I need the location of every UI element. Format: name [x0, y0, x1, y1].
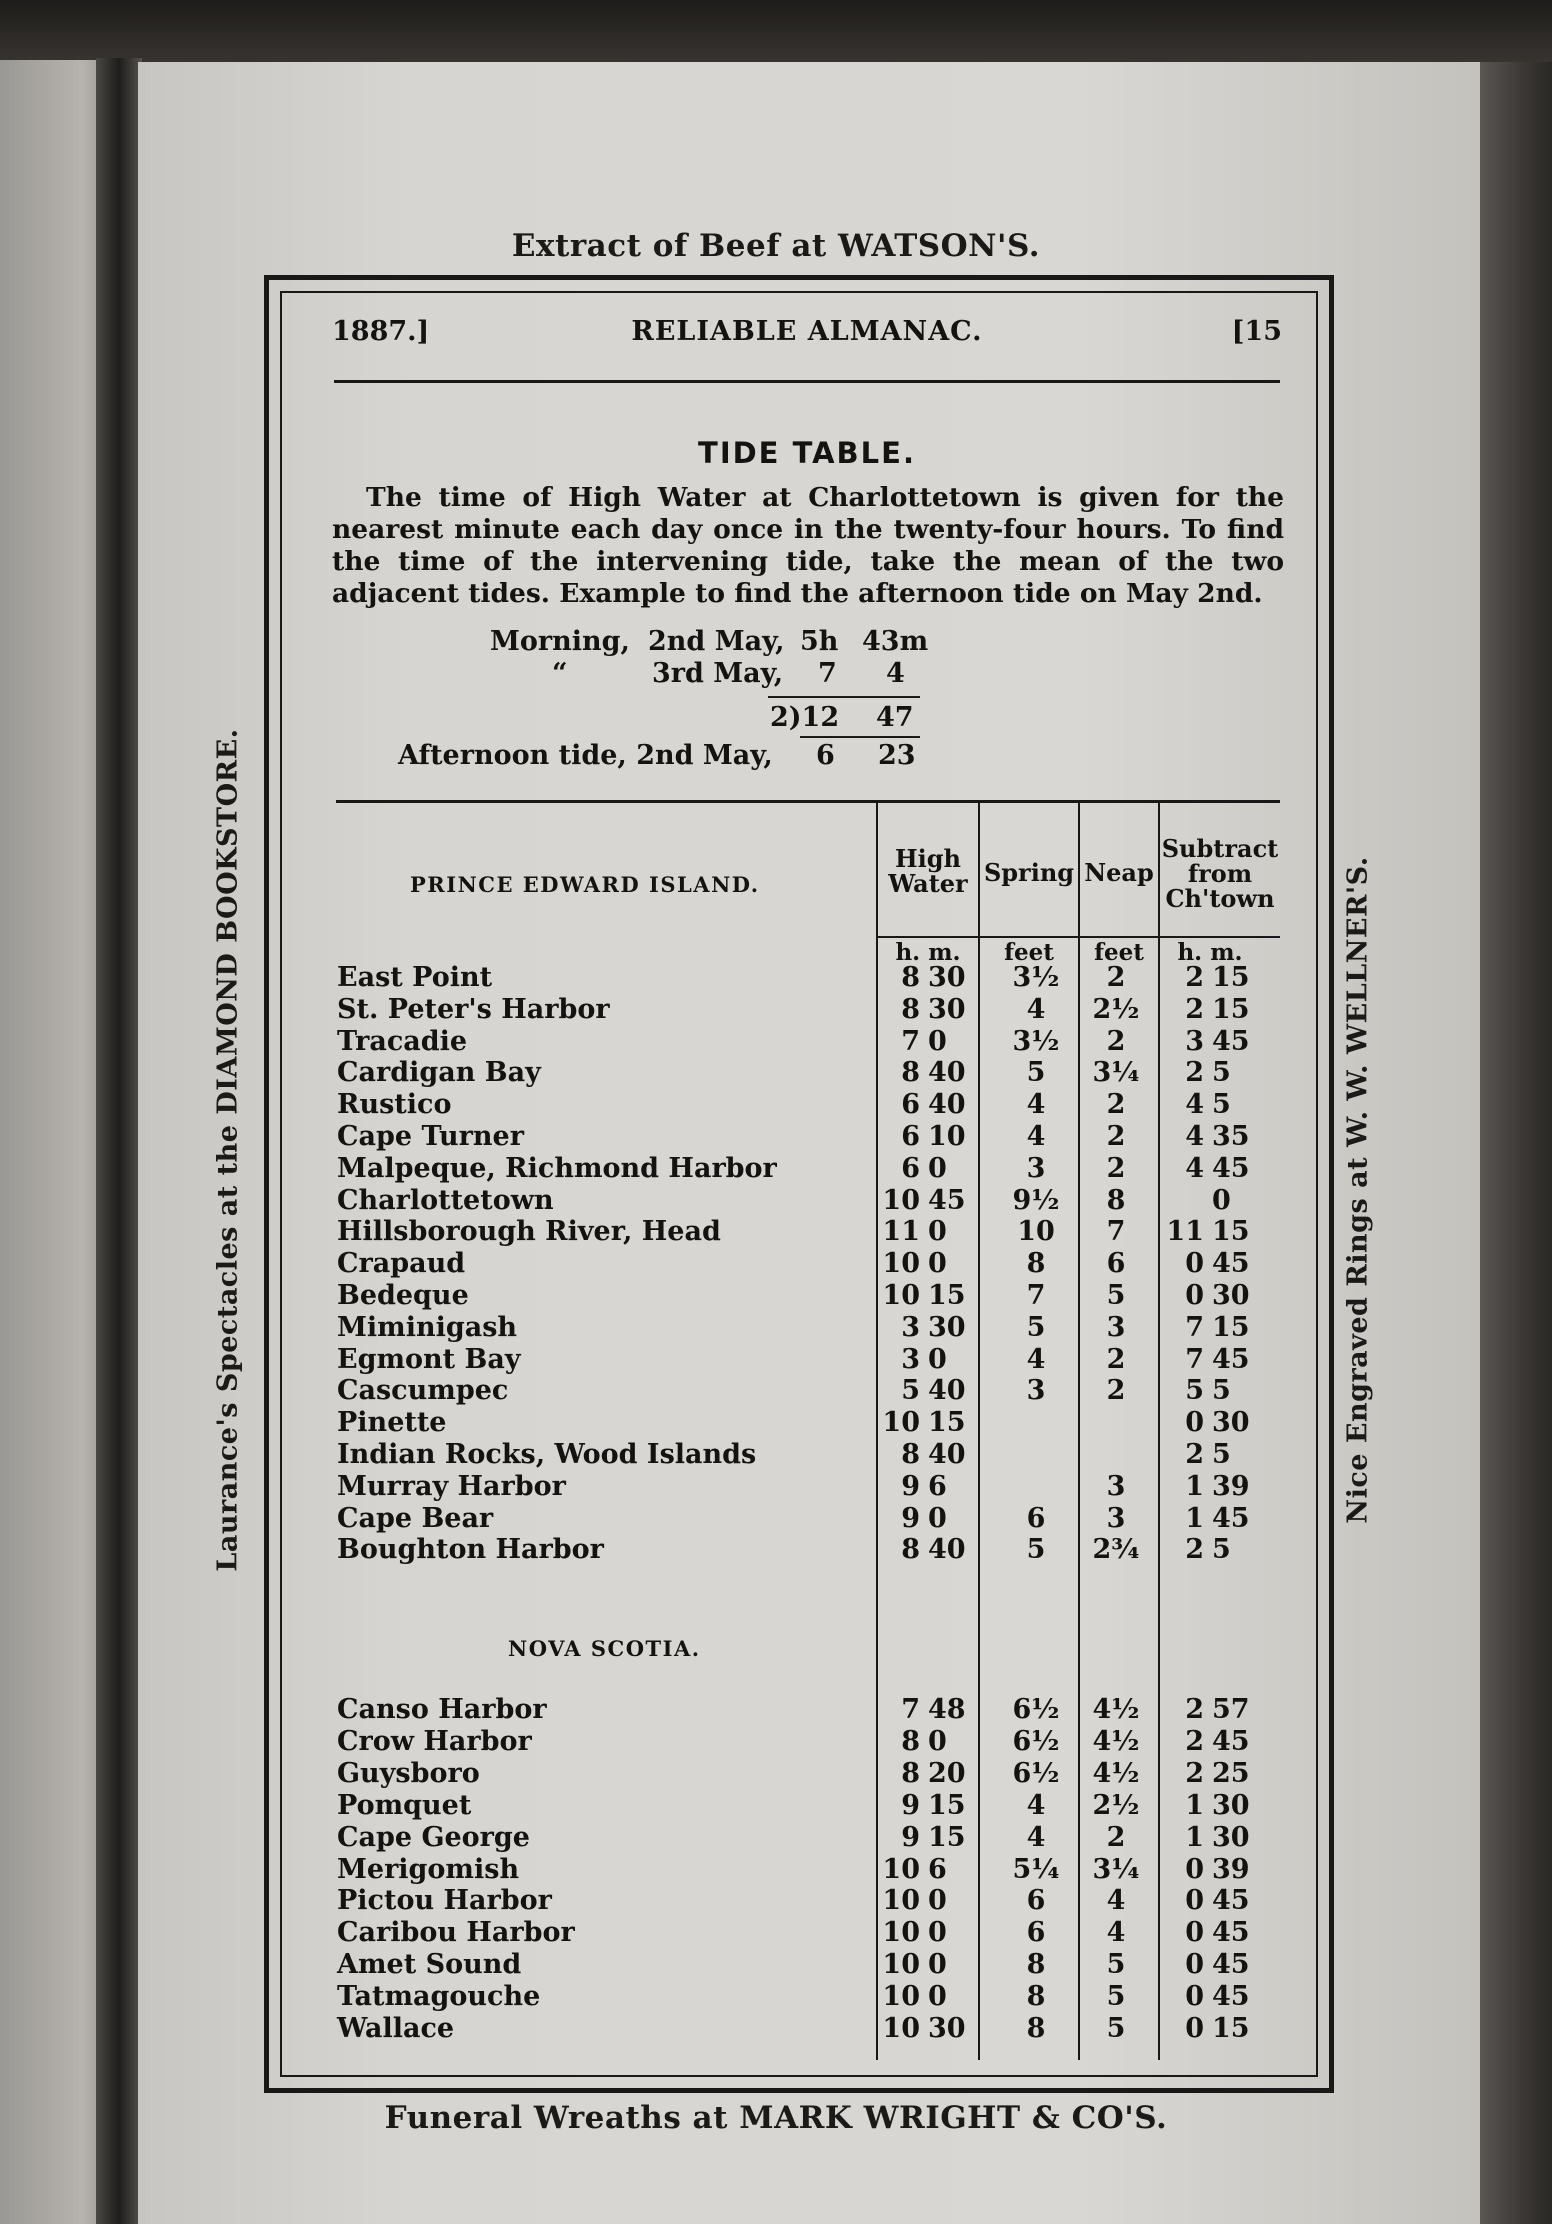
- high-water-hour: 5: [901, 1375, 920, 1407]
- subtract-minute: 15: [1212, 1311, 1250, 1343]
- example-morning-date: 2nd May,: [648, 626, 785, 657]
- high-water-hour: 8: [901, 1439, 920, 1470]
- table-row: [0, 1375, 1552, 1407]
- subtract-hour: 2: [1185, 1694, 1204, 1725]
- subtract-minute: 45: [1212, 1343, 1250, 1375]
- spring-feet: 6: [1026, 1885, 1046, 1917]
- place-name: Crapaud: [337, 1248, 466, 1280]
- neap-feet: 3: [1106, 1470, 1126, 1502]
- high-water-hour: 10: [882, 1949, 920, 1981]
- example-sum-line: [768, 696, 920, 698]
- table-row: [0, 1312, 1552, 1344]
- high-water-minute: 15: [928, 1280, 966, 1311]
- neap-feet: 2½: [1092, 1789, 1140, 1821]
- subtract-hour: 2: [1185, 962, 1204, 993]
- neap-feet: 8: [1106, 1184, 1126, 1216]
- spring-feet: 6½: [1012, 1757, 1060, 1789]
- neap-feet: 5: [1106, 2013, 1126, 2044]
- place-name: Miminigash: [337, 1311, 518, 1343]
- place-name: Amet Sound: [337, 1949, 522, 1981]
- example-morning-m: 43m: [862, 626, 929, 657]
- place-name: Cardigan Bay: [337, 1057, 541, 1089]
- spring-feet: 8: [1026, 2013, 1046, 2044]
- spring-feet: 5¼: [1012, 1853, 1060, 1885]
- high-water-hour: 6: [901, 1152, 920, 1184]
- high-water-minute: 48: [928, 1694, 966, 1725]
- subtract-hour: 0: [1185, 1981, 1204, 2013]
- subtract-minute: 25: [1212, 1757, 1250, 1789]
- subtract-hour: 0: [1185, 1885, 1204, 1917]
- subtract-minute: 30: [1212, 1789, 1250, 1821]
- high-water-hour: 3: [901, 1311, 920, 1343]
- table-row: [0, 1057, 1552, 1089]
- table-row: [0, 1153, 1552, 1185]
- subtract-minute: 35: [1212, 1121, 1250, 1152]
- place-name: Cape Bear: [337, 1502, 494, 1534]
- section-title-nova-scotia: NOVA SCOTIA.: [508, 1636, 701, 1661]
- table-row: [0, 1790, 1552, 1822]
- high-water-minute: 0: [928, 1248, 947, 1280]
- table-row: [0, 1185, 1552, 1217]
- high-water-minute: 30: [928, 1311, 966, 1343]
- high-water-hour: 7: [901, 1025, 920, 1057]
- neap-feet: 2: [1106, 1025, 1126, 1057]
- spring-feet: 6: [1026, 1502, 1046, 1534]
- neap-feet: 3: [1106, 1311, 1126, 1343]
- place-name: Hillsborough River, Head: [337, 1216, 721, 1248]
- spring-feet: 8: [1026, 1248, 1046, 1280]
- high-water-minute: 30: [928, 993, 966, 1025]
- subtract-minute: 5: [1212, 1534, 1231, 1566]
- high-water-minute: 0: [928, 1343, 947, 1375]
- neap-feet: 7: [1106, 1216, 1126, 1248]
- example-next-date: 3rd May,: [652, 658, 784, 689]
- high-water-hour: 6: [901, 1089, 920, 1121]
- subtract-hour: 4: [1185, 1152, 1204, 1184]
- table-row: [0, 1503, 1552, 1535]
- table-row: [0, 962, 1552, 994]
- example-morning-h: 5h: [800, 626, 839, 657]
- subtract-minute: 45: [1212, 1502, 1250, 1534]
- subtract-hour: 1: [1185, 1821, 1204, 1853]
- spring-feet: 4: [1026, 1089, 1046, 1121]
- spring-feet: 4: [1026, 1789, 1046, 1821]
- place-name: Canso Harbor: [337, 1694, 547, 1725]
- table-row: [0, 1822, 1552, 1854]
- subtract-minute: 45: [1212, 1152, 1250, 1184]
- neap-feet: 2: [1106, 1152, 1126, 1184]
- neap-feet: 5: [1106, 1981, 1126, 2013]
- subtract-minute: 45: [1212, 1917, 1250, 1949]
- high-water-hour: 8: [901, 1725, 920, 1757]
- high-water-hour: 10: [882, 1407, 920, 1439]
- spring-feet: 6: [1026, 1917, 1046, 1949]
- neap-feet: 2: [1106, 962, 1126, 993]
- neap-feet: 3: [1106, 1502, 1126, 1534]
- neap-feet: 2: [1106, 1375, 1126, 1407]
- neap-feet: 5: [1106, 1949, 1126, 1981]
- subtract-hour: 4: [1185, 1089, 1204, 1121]
- subtract-minute: 5: [1212, 1057, 1231, 1089]
- spring-feet: 5: [1026, 1311, 1046, 1343]
- place-name: Rustico: [337, 1089, 452, 1121]
- place-name: Crow Harbor: [337, 1725, 532, 1757]
- high-water-minute: 40: [928, 1089, 966, 1121]
- spring-feet: 4: [1026, 993, 1046, 1025]
- subtract-hour: 1: [1185, 1502, 1204, 1534]
- subtract-minute: 30: [1212, 1821, 1250, 1853]
- example-afternoon-m: 23: [878, 740, 916, 771]
- high-water-hour: 9: [901, 1789, 920, 1821]
- example-ditto: “: [552, 658, 568, 689]
- table-row: [0, 1248, 1552, 1280]
- high-water-hour: 8: [901, 1534, 920, 1566]
- subtract-minute: 5: [1212, 1089, 1231, 1121]
- neap-feet: 2: [1106, 1089, 1126, 1121]
- example-afternoon-label: Afternoon tide, 2nd May,: [398, 740, 773, 771]
- example-result-line: [800, 736, 920, 738]
- col-header-spring: Spring: [983, 858, 1075, 887]
- subtract-minute: 57: [1212, 1694, 1250, 1725]
- ad-bottom: Funeral Wreaths at MARK WRIGHT & CO'S.: [384, 2100, 1168, 2136]
- high-water-hour: 8: [901, 1057, 920, 1089]
- high-water-minute: 0: [928, 1152, 947, 1184]
- place-name: Tracadie: [337, 1025, 468, 1057]
- place-name: Guysboro: [337, 1757, 480, 1789]
- neap-feet: 2¾: [1092, 1534, 1140, 1566]
- page-number: [15: [1231, 316, 1282, 347]
- example-divisor: 2)12: [770, 702, 840, 733]
- table-row: [0, 1917, 1552, 1949]
- table-row: [0, 1694, 1552, 1726]
- subtract-hour: 0: [1185, 1280, 1204, 1311]
- high-water-hour: 7: [901, 1694, 920, 1725]
- ad-top: Extract of Beef at WATSON'S.: [511, 228, 1041, 264]
- spring-feet: 3: [1026, 1375, 1046, 1407]
- neap-feet: 4½: [1092, 1694, 1140, 1725]
- high-water-minute: 10: [928, 1121, 966, 1152]
- high-water-minute: 15: [928, 1407, 966, 1439]
- ad-left: Laurance's Spectacles at the DIAMOND BOOKSTORE.: [212, 728, 244, 1572]
- spring-feet: 4: [1026, 1343, 1046, 1375]
- section-title-pei: PRINCE EDWARD ISLAND.: [410, 872, 760, 897]
- high-water-minute: 40: [928, 1057, 966, 1089]
- place-name: Boughton Harbor: [337, 1534, 604, 1566]
- col-header-high-water: High Water: [888, 844, 968, 898]
- subtract-hour: 0: [1185, 1853, 1204, 1885]
- high-water-hour: 9: [901, 1502, 920, 1534]
- subtract-hour: 0: [1185, 1917, 1204, 1949]
- neap-feet: 4: [1106, 1885, 1126, 1917]
- spring-feet: 7: [1026, 1280, 1046, 1311]
- subtract-hour: 3: [1185, 1025, 1204, 1057]
- subtract-minute: 15: [1212, 993, 1250, 1025]
- place-name: Charlottetown: [337, 1184, 554, 1216]
- spring-feet: 5: [1026, 1057, 1046, 1089]
- subtract-minute: 15: [1212, 1216, 1250, 1248]
- table-row: [0, 1121, 1552, 1153]
- place-name: East Point: [337, 962, 493, 993]
- high-water-hour: 8: [901, 1757, 920, 1789]
- spring-feet: 3½: [1012, 1025, 1060, 1057]
- high-water-hour: 10: [882, 1853, 920, 1885]
- high-water-minute: 6: [928, 1853, 947, 1885]
- high-water-minute: 40: [928, 1534, 966, 1566]
- place-name: Bedeque: [337, 1280, 469, 1311]
- high-water-minute: 0: [928, 1917, 947, 1949]
- high-water-minute: 0: [928, 1216, 947, 1248]
- subtract-hour: 2: [1185, 1057, 1204, 1089]
- subtract-minute: 45: [1212, 1885, 1250, 1917]
- table-row: [0, 1949, 1552, 1981]
- subtract-minute: 5: [1212, 1439, 1231, 1470]
- spring-feet: 8: [1026, 1981, 1046, 2013]
- high-water-hour: 3: [901, 1343, 920, 1375]
- example-morning-label: Morning,: [490, 626, 630, 657]
- high-water-hour: 9: [901, 1821, 920, 1853]
- table-row: [0, 994, 1552, 1026]
- high-water-hour: 10: [882, 1981, 920, 2013]
- neap-feet: 2½: [1092, 993, 1140, 1025]
- subtract-hour: 2: [1185, 1439, 1204, 1470]
- table-row: [0, 2013, 1552, 2045]
- table-row: [0, 1981, 1552, 2013]
- table-row: [0, 1216, 1552, 1248]
- neap-feet: 4½: [1092, 1757, 1140, 1789]
- place-name: Murray Harbor: [337, 1470, 566, 1502]
- high-water-minute: 0: [928, 1949, 947, 1981]
- place-name: Cape Turner: [337, 1121, 524, 1152]
- high-water-minute: 0: [928, 1502, 947, 1534]
- high-water-hour: 8: [901, 962, 920, 993]
- spring-feet: 6½: [1012, 1725, 1060, 1757]
- neap-feet: 2: [1106, 1343, 1126, 1375]
- background-top: [0, 0, 1552, 70]
- subtract-hour: 7: [1185, 1311, 1204, 1343]
- subtract-minute: 30: [1212, 1280, 1250, 1311]
- subtract-minute: 45: [1212, 1025, 1250, 1057]
- table-row: [0, 1344, 1552, 1376]
- subtract-hour: 5: [1185, 1375, 1204, 1407]
- place-name: Egmont Bay: [337, 1343, 521, 1375]
- high-water-minute: 30: [928, 2013, 966, 2044]
- high-water-hour: 9: [901, 1470, 920, 1502]
- high-water-hour: 6: [901, 1121, 920, 1152]
- subtract-hour: 1: [1185, 1789, 1204, 1821]
- place-name: Pictou Harbor: [337, 1885, 552, 1917]
- subtract-hour: 0: [1185, 1949, 1204, 1981]
- subtract-minute: 39: [1212, 1853, 1250, 1885]
- high-water-minute: 20: [928, 1757, 966, 1789]
- subtract-minute: 15: [1212, 962, 1250, 993]
- table-row: [0, 1407, 1552, 1439]
- subtract-minute: 5: [1212, 1375, 1231, 1407]
- table-row: [0, 1534, 1552, 1566]
- spring-feet: 5: [1026, 1534, 1046, 1566]
- neap-feet: 4: [1106, 1917, 1126, 1949]
- example-afternoon-h: 6: [816, 740, 835, 771]
- ad-right: Nice Engraved Rings at W. W. WELLNER'S.: [1342, 856, 1374, 1524]
- high-water-minute: 0: [928, 1981, 947, 2013]
- subtract-minute: 15: [1212, 2013, 1250, 2044]
- spring-feet: 6½: [1012, 1694, 1060, 1725]
- place-name: Caribou Harbor: [337, 1917, 575, 1949]
- subtract-hour: 0: [1185, 1407, 1204, 1439]
- subtract-hour: 0: [1185, 2013, 1204, 2044]
- subtract-hour: 11: [1166, 1216, 1204, 1248]
- subtract-hour: 2: [1185, 993, 1204, 1025]
- high-water-hour: 10: [882, 1885, 920, 1917]
- col-header-neap: Neap: [1084, 858, 1154, 887]
- subtract-minute: 0: [1212, 1184, 1231, 1216]
- place-name: St. Peter's Harbor: [337, 993, 610, 1025]
- place-name: Malpeque, Richmond Harbor: [337, 1152, 777, 1184]
- high-water-hour: 10: [882, 1917, 920, 1949]
- high-water-hour: 10: [882, 1248, 920, 1280]
- neap-feet: 5: [1106, 1280, 1126, 1311]
- example-sum-m: 47: [876, 702, 914, 733]
- place-name: Merigomish: [337, 1853, 520, 1885]
- high-water-minute: 0: [928, 1725, 947, 1757]
- spring-feet: 10: [1017, 1216, 1055, 1248]
- table-row: [0, 1026, 1552, 1058]
- subtract-minute: 30: [1212, 1407, 1250, 1439]
- neap-feet: 6: [1106, 1248, 1126, 1280]
- table-row: [0, 1854, 1552, 1886]
- subtract-minute: 45: [1212, 1725, 1250, 1757]
- place-name: Cape George: [337, 1821, 530, 1853]
- table-row: [0, 1280, 1552, 1312]
- intro-paragraph: The time of High Water at Charlottetown is given for the nearest minute each day once in the twenty-four hours. To find the time of the intervening tide, take the mean of the two adjacent tides. Example to find the afternoon tide on May 2nd.: [332, 482, 1284, 609]
- unit-hw: h. m.: [895, 939, 961, 966]
- tide-table-title: TIDE TABLE.: [698, 436, 916, 470]
- unit-neap: feet: [1094, 939, 1144, 966]
- unit-sub: h. m.: [1177, 939, 1243, 966]
- table-row: [0, 1439, 1552, 1471]
- place-name: Wallace: [337, 2013, 455, 2044]
- high-water-minute: 0: [928, 1025, 947, 1057]
- header-title: RELIABLE ALMANAC.: [631, 316, 983, 347]
- subtract-minute: 39: [1212, 1470, 1250, 1502]
- neap-feet: 3¼: [1092, 1853, 1140, 1885]
- subtract-hour: 7: [1185, 1343, 1204, 1375]
- table-row: [0, 1726, 1552, 1758]
- subtract-minute: 45: [1212, 1248, 1250, 1280]
- col-header-subtract: Subtract from Ch'town: [1161, 834, 1279, 913]
- high-water-minute: 6: [928, 1470, 947, 1502]
- neap-feet: 3¼: [1092, 1057, 1140, 1089]
- example-next-m: 4: [886, 658, 905, 689]
- high-water-hour: 10: [882, 1184, 920, 1216]
- place-name: Tatmagouche: [337, 1981, 541, 2013]
- high-water-hour: 11: [882, 1216, 920, 1248]
- subtract-hour: 2: [1185, 1757, 1204, 1789]
- high-water-minute: 0: [928, 1885, 947, 1917]
- header-rule: [334, 380, 1280, 383]
- neap-feet: 2: [1106, 1821, 1126, 1853]
- high-water-minute: 30: [928, 962, 966, 993]
- header-bottom-rule: [876, 936, 1280, 938]
- high-water-minute: 15: [928, 1789, 966, 1821]
- subtract-minute: 45: [1212, 1949, 1250, 1981]
- subtract-hour: 1: [1185, 1470, 1204, 1502]
- place-name: Indian Rocks, Wood Islands: [337, 1439, 757, 1470]
- table-row: [0, 1885, 1552, 1917]
- subtract-minute: 45: [1212, 1981, 1250, 2013]
- high-water-minute: 15: [928, 1821, 966, 1853]
- neap-feet: 2: [1106, 1121, 1126, 1152]
- running-header: [332, 316, 1282, 360]
- neap-feet: 4½: [1092, 1725, 1140, 1757]
- high-water-minute: 40: [928, 1439, 966, 1470]
- spring-feet: 8: [1026, 1949, 1046, 1981]
- table-row: [0, 1471, 1552, 1503]
- place-name: Pinette: [337, 1407, 447, 1439]
- high-water-minute: 40: [928, 1375, 966, 1407]
- header-year: 1887.]: [332, 316, 430, 347]
- subtract-hour: 4: [1185, 1121, 1204, 1152]
- high-water-hour: 8: [901, 993, 920, 1025]
- place-name: Cascumpec: [337, 1375, 509, 1407]
- spring-feet: 4: [1026, 1821, 1046, 1853]
- unit-spring: feet: [1004, 939, 1054, 966]
- high-water-hour: 10: [882, 2013, 920, 2044]
- spring-feet: 9½: [1012, 1184, 1060, 1216]
- table-top-rule: [336, 800, 1280, 803]
- table-row: [0, 1758, 1552, 1790]
- high-water-minute: 45: [928, 1184, 966, 1216]
- spring-feet: 3: [1026, 1152, 1046, 1184]
- table-row: [0, 1089, 1552, 1121]
- high-water-hour: 10: [882, 1280, 920, 1311]
- example-next-h: 7: [818, 658, 837, 689]
- subtract-hour: 2: [1185, 1725, 1204, 1757]
- spring-feet: 3½: [1012, 962, 1060, 993]
- subtract-hour: 0: [1185, 1248, 1204, 1280]
- place-name: Pomquet: [337, 1789, 472, 1821]
- spring-feet: 4: [1026, 1121, 1046, 1152]
- subtract-hour: 2: [1185, 1534, 1204, 1566]
